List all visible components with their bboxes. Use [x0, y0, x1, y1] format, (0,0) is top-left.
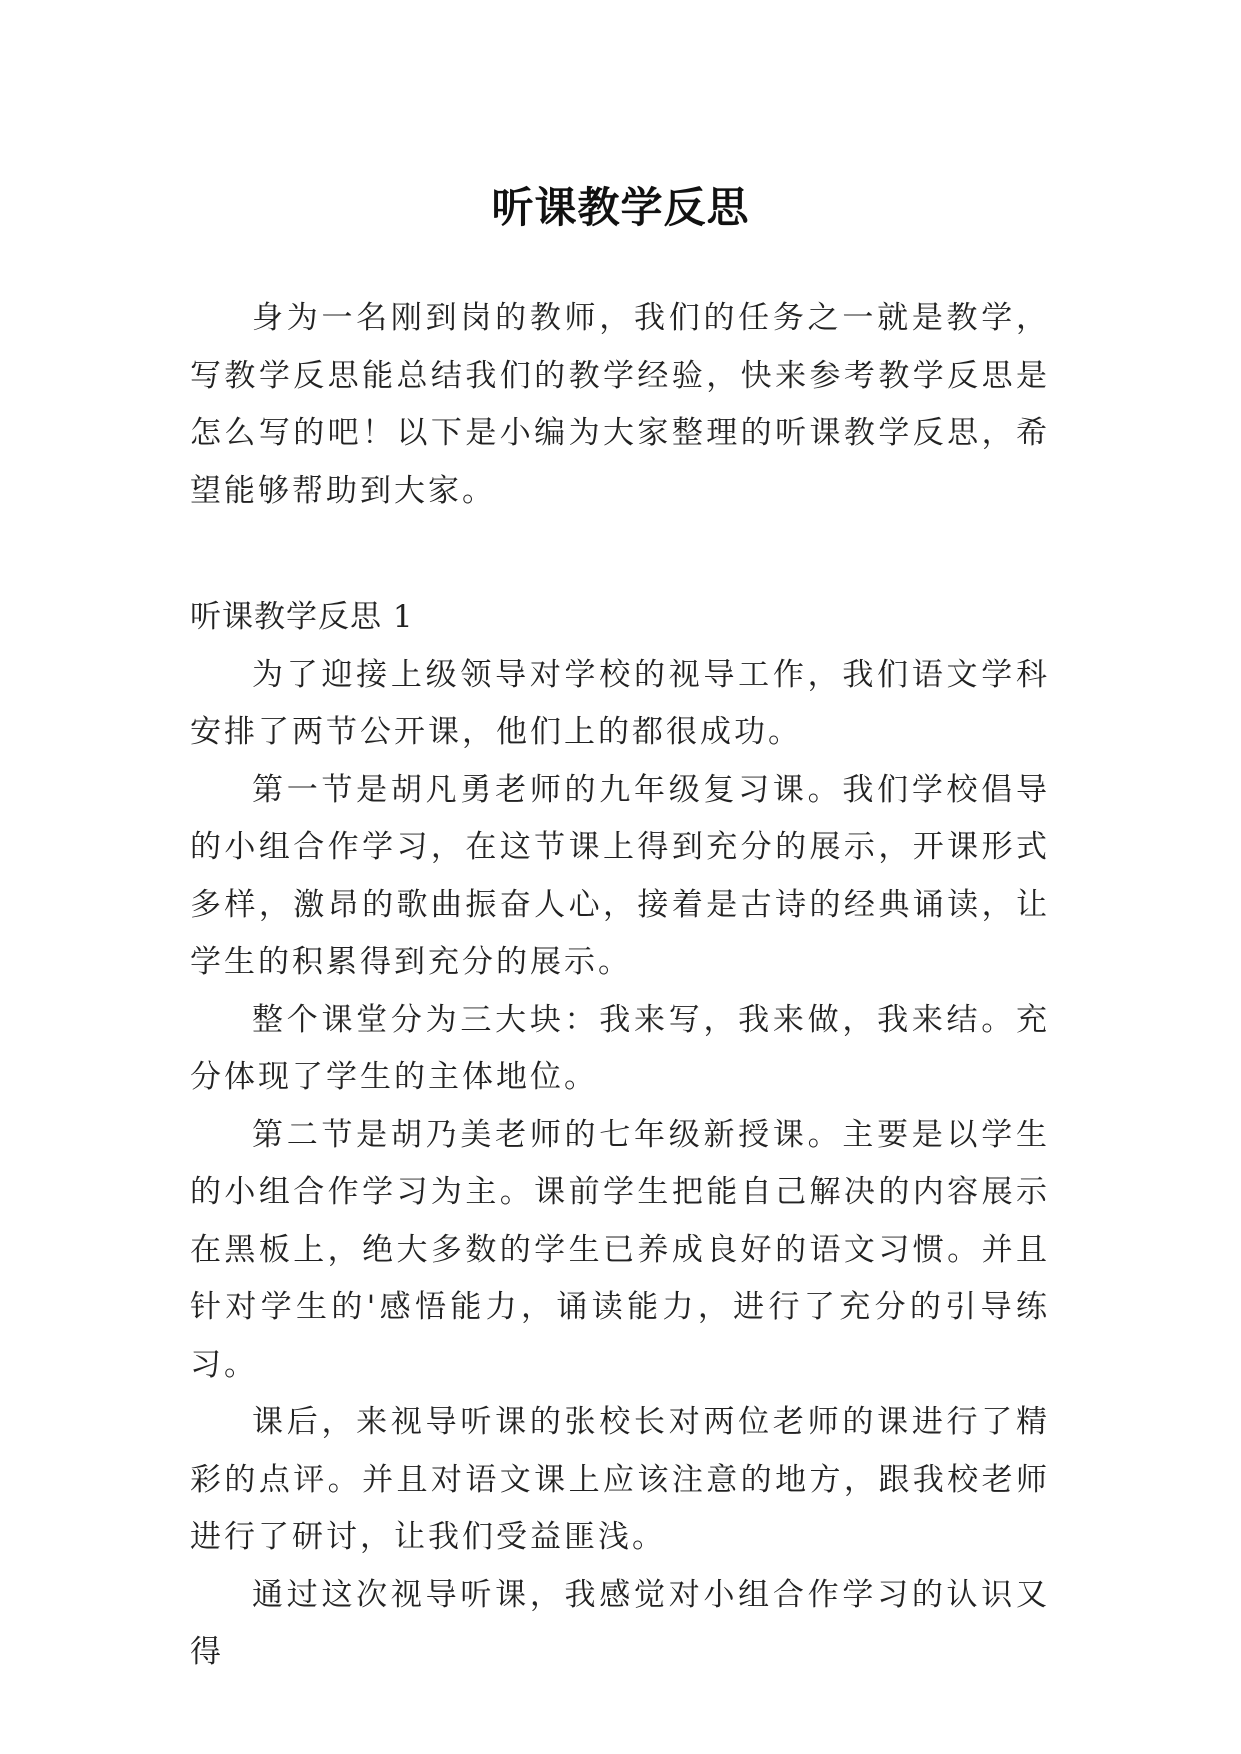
- body-paragraph: 为了迎接上级领导对学校的视导工作，我们语文学科安排了两节公开课，他们上的都很成功。: [190, 656, 1050, 750]
- intro-paragraph: 身为一名刚到岗的教师，我们的任务之一就是教学，写教学反思能总结我们的教学经验，快来参考教学反思是怎么写的吧！以下是小编为大家整理的听课教学反思，希望能够帮助到大家。: [190, 300, 1050, 509]
- section-heading: 听课教学反思 1: [190, 599, 414, 635]
- body-paragraph: 课后，来视导听课的张校长对两位老师的课进行了精彩的点评。并且对语文课上应该注意的地方，跟我校老师进行了研讨，让我们受益匪浅。: [190, 1404, 1050, 1555]
- document-body: [190, 290, 1050, 1682]
- body-paragraph: 整个课堂分为三大块：我来写，我来做，我来结。充分体现了学生的主体地位。: [190, 1001, 1050, 1095]
- body-paragraph: 通过这次视导听课，我感觉对小组合作学习的认识又得: [190, 1576, 1050, 1670]
- body-paragraph: 第一节是胡凡勇老师的九年级复习课。我们学校倡导的小组合作学习，在这节课上得到充分的展示，开课形式多样，激昂的歌曲振奋人心，接着是古诗的经典诵读，让学生的积累得到充分的展示。: [190, 771, 1050, 980]
- body-paragraph: 第二节是胡乃美老师的七年级新授课。主要是以学生的小组合作学习为主。课前学生把能自己解决的内容展示在黑板上，绝大多数的学生已养成良好的语文习惯。并且针对学生的'感悟能力，诵读能力，进行了充分的引导练习。: [190, 1116, 1050, 1383]
- document-title: 听课教学反思: [491, 183, 750, 233]
